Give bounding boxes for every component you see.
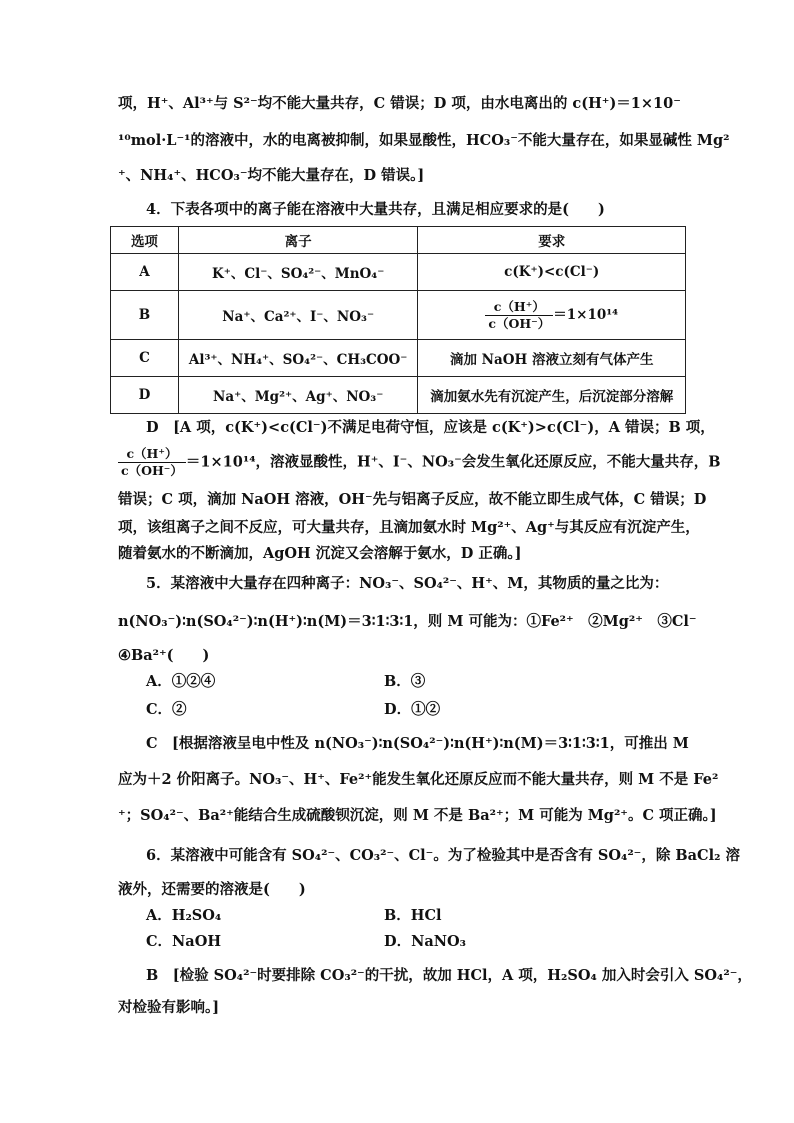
q6-choice-c: C．NaOH bbox=[146, 933, 222, 950]
q4-answer-line-5: 随着氨水的不断滴加，AgOH 沉淀又会溶解于氨水，D 正确。] bbox=[118, 545, 522, 562]
q6-choice-d: D．NaNO₃ bbox=[384, 933, 466, 950]
q6-choice-a: A．H₂SO₄ bbox=[146, 907, 222, 924]
answer-line-2-text: ＝1×10¹⁴，溶液显酸性，H⁺、I⁻、NO₃⁻会发生氧化还原反应，不能大量共存，B bbox=[185, 453, 721, 471]
q6-stem-line-2: 液外，还需要的溶液是( ) bbox=[118, 881, 306, 898]
row-option: C bbox=[111, 340, 179, 377]
requirement-fraction bbox=[485, 299, 553, 332]
row-option: A bbox=[111, 254, 179, 291]
q5-stem-line-2: n(NO₃⁻)∶n(SO₄²⁻)∶n(H⁺)∶n(M)＝3∶1∶3∶1，则 M 可能为：①Fe²⁺ ②Mg²⁺ ③Cl⁻ bbox=[118, 613, 697, 630]
q4-answer-line-3: 错误；C 项，滴加 NaOH 溶液，OH⁻先与铝离子反应，故不能立即生成气体，C 错误；D bbox=[118, 491, 707, 508]
fraction-numerator: c（H⁺） bbox=[118, 446, 186, 463]
answer-fraction bbox=[118, 446, 186, 479]
q4-stem: 4．下表各项中的离子能在溶液中大量共存，且满足相应要求的是( ) bbox=[146, 201, 605, 218]
q6-choice-b: B．HCl bbox=[384, 907, 442, 924]
row-ions: K⁺、Cl⁻、SO₄²⁻、MnO₄⁻ bbox=[178, 254, 418, 291]
row-ions: Na⁺、Ca²⁺、I⁻、NO₃⁻ bbox=[178, 291, 418, 340]
header-ions: 离子 bbox=[178, 227, 418, 254]
q5-answer-line-2: 应为＋2 价阳离子。NO₃⁻、H⁺、Fe²⁺能发生氧化还原反应而不能大量共存，则 M 不是 Fe² bbox=[118, 771, 719, 788]
fraction-value: ＝1×10¹⁴ bbox=[553, 306, 619, 323]
header-requirement: 要求 bbox=[418, 227, 686, 254]
prev-answer-line-1: 项，H⁺、Al³⁺与 S²⁻均不能大量共存，C 错误；D 项，由水电离出的 c(H⁺)＝1×10⁻ bbox=[118, 95, 681, 112]
row-option: B bbox=[111, 291, 179, 340]
q4-answer-line-2 bbox=[118, 446, 720, 479]
q6-answer-line-1: B [检验 SO₄²⁻时要排除 CO₃²⁻的干扰，故加 HCl，A 项，H₂SO₄ 加入时会引入 SO₄²⁻， bbox=[146, 967, 752, 984]
table-row bbox=[111, 377, 686, 414]
table-row bbox=[111, 340, 686, 377]
q4-answer-line-4: 项，该组离子之间不反应，可大量共存，且滴加氨水时 Mg²⁺、Ag⁺与其反应有沉淀产生， bbox=[118, 519, 700, 536]
table-header-row bbox=[111, 227, 686, 254]
row-requirement: 滴加 NaOH 溶液立刻有气体产生 bbox=[418, 340, 686, 377]
row-option: D bbox=[111, 377, 179, 414]
q4-answer-line-1: D [A 项，c(K⁺)<c(Cl⁻)不满足电荷守恒，应该是 c(K⁺)>c(Cl⁻)，A 错误；B 项， bbox=[146, 419, 715, 436]
prev-answer-line-3: ⁺、NH₄⁺、HCO₃⁻均不能大量存在，D 错误。] bbox=[118, 167, 425, 184]
prev-answer-line-2: ¹⁰mol·L⁻¹的溶液中，水的电离被抑制，如果显酸性，HCO₃⁻不能大量存在，如果显碱性 Mg² bbox=[118, 132, 730, 149]
fraction-numerator: c（H⁺） bbox=[485, 299, 553, 316]
q5-stem-line-1: 5．某溶液中大量存在四种离子：NO₃⁻、SO₄²⁻、H⁺、M，其物质的量之比为： bbox=[146, 575, 669, 592]
row-requirement bbox=[418, 291, 686, 340]
header-option: 选项 bbox=[111, 227, 179, 254]
q5-choice-a: A．①②④ bbox=[146, 673, 216, 690]
q6-stem-line-1: 6．某溶液中可能含有 SO₄²⁻、CO₃²⁻、Cl⁻。为了检验其中是否含有 SO₄²⁻，除 BaCl₂ 溶 bbox=[146, 847, 740, 864]
row-requirement: c(K⁺)<c(Cl⁻) bbox=[418, 254, 686, 291]
q5-choice-d: D．①② bbox=[384, 701, 441, 718]
q5-answer-line-1: C [根据溶液呈电中性及 n(NO₃⁻)∶n(SO₄²⁻)∶n(H⁺)∶n(M)＝3∶1∶3∶1，可推出 M bbox=[146, 735, 689, 752]
row-ions: Na⁺、Mg²⁺、Ag⁺、NO₃⁻ bbox=[178, 377, 418, 414]
row-requirement: 滴加氨水先有沉淀产生，后沉淀部分溶解 bbox=[418, 377, 686, 414]
fraction-denominator: c（OH⁻） bbox=[488, 315, 551, 331]
fraction-denominator: c（OH⁻） bbox=[121, 463, 183, 478]
table-row bbox=[111, 291, 686, 340]
q5-choice-b: B．③ bbox=[384, 673, 426, 690]
q5-stem-line-3: ④Ba²⁺( ) bbox=[118, 647, 210, 664]
table-row bbox=[111, 254, 686, 291]
row-ions: Al³⁺、NH₄⁺、SO₄²⁻、CH₃COO⁻ bbox=[178, 340, 418, 377]
q5-answer-line-3: ⁺；SO₄²⁻、Ba²⁺能结合生成硫酸钡沉淀，则 M 不是 Ba²⁺；M 可能为 Mg²⁺。C 项正确。] bbox=[118, 807, 717, 824]
q6-answer-line-2: 对检验有影响。] bbox=[118, 999, 220, 1016]
q5-choice-c: C．② bbox=[146, 701, 187, 718]
q4-table bbox=[110, 226, 686, 414]
